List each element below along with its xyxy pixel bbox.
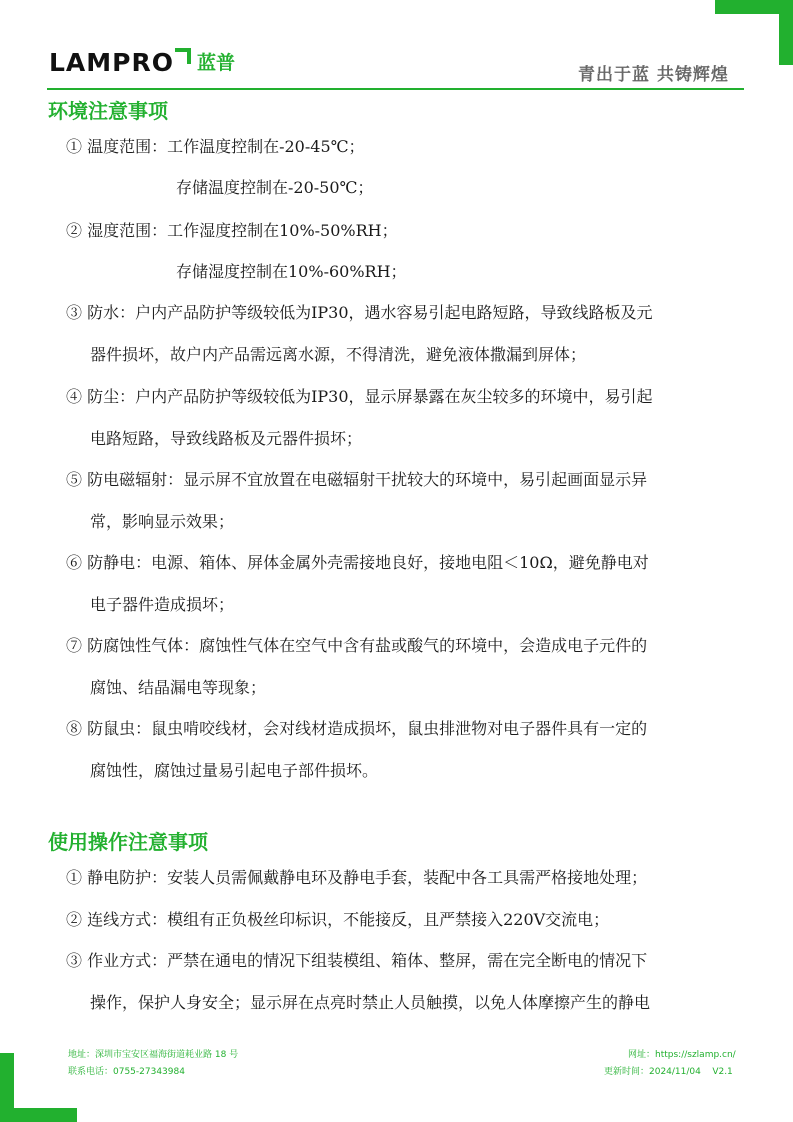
list-item: ⑦ 防腐蚀性气体：腐蚀性气体在空气中含有盐或酸气的环境中，会造成电子元件的 [66,636,648,655]
section-title-environment: 环境注意事项 [48,99,168,123]
logo-chinese-name: 蓝普 [196,52,235,74]
list-item-continuation: 常，影响显示效果； [90,512,235,531]
list-item-continuation: 电路短路，导致线路板及元器件损坏； [90,429,363,448]
company-logo [49,48,235,78]
section-title-operation: 使用操作注意事项 [48,830,208,854]
header-divider [47,88,744,90]
footer-updated: 更新时间：2024/11/04 V2.1 [604,1067,733,1077]
footer-address: 地址：深圳市宝安区福海街道耗业路 18 号 [68,1050,239,1060]
list-item: ⑥ 防静电：电源、箱体、屏体金属外壳需接地良好，接地电阻＜10Ω，避免静电对 [66,553,649,572]
list-item-continuation: 存储湿度控制在10%-60%RH； [176,262,407,281]
list-item-continuation: 存储温度控制在-20-50℃； [176,178,374,197]
corner-decoration-bottom-left [0,1108,77,1122]
list-item: ① 温度范围：工作温度控制在-20-45℃； [66,137,365,156]
footer-phone: 联系电话：0755-27343984 [68,1067,185,1077]
list-item: ③ 作业方式：严禁在通电的情况下组装模组、箱体、整屏，需在完全断电的情况下 [66,951,648,970]
footer-website[interactable]: 网址：https://szlamp.cn/ [628,1050,736,1060]
list-item: ② 连线方式：模组有正负极丝印标识，不能接反，且严禁接入220V交流电； [66,910,610,929]
list-item: ④ 防尘：户内产品防护等级较低为IP30，显示屏暴露在灰尘较多的环境中，易引起 [66,387,653,406]
list-item-continuation: 腐蚀性，腐蚀过量易引起电子部件损坏。 [90,761,379,780]
list-item-continuation: 电子器件造成损坏； [90,595,235,614]
list-item: ② 湿度范围：工作湿度控制在10%-50%RH； [66,221,398,240]
logo-wordmark: LAMPRO [49,48,174,77]
list-item: ③ 防水：户内产品防护等级较低为IP30，遇水容易引起电路短路，导致线路板及元 [66,303,653,322]
list-item: ⑧ 防鼠虫：鼠虫啃咬线材，会对线材造成损坏，鼠虫排泄物对电子器件具有一定的 [66,719,648,738]
list-item-continuation: 器件损坏，故户内产品需远离水源，不得清洗，避免液体撒漏到屏体； [90,345,587,364]
list-item-continuation: 腐蚀、结晶漏电等现象； [90,678,267,697]
list-item: ⑤ 防电磁辐射：显示屏不宜放置在电磁辐射干扰较大的环境中，易引起画面显示异 [66,470,648,489]
list-item: ① 静电防护：安装人员需佩戴静电环及静电手套，装配中各工具需严格接地处理； [66,868,648,887]
logo-bracket-icon [175,48,191,64]
corner-decoration-top-right-vertical [779,0,793,65]
slogan: 青出于蓝 共铸辉煌 [578,65,729,85]
list-item-continuation: 操作，保护人身安全；显示屏在点亮时禁止人员触摸，以免人体摩擦产生的静电 [90,993,651,1012]
